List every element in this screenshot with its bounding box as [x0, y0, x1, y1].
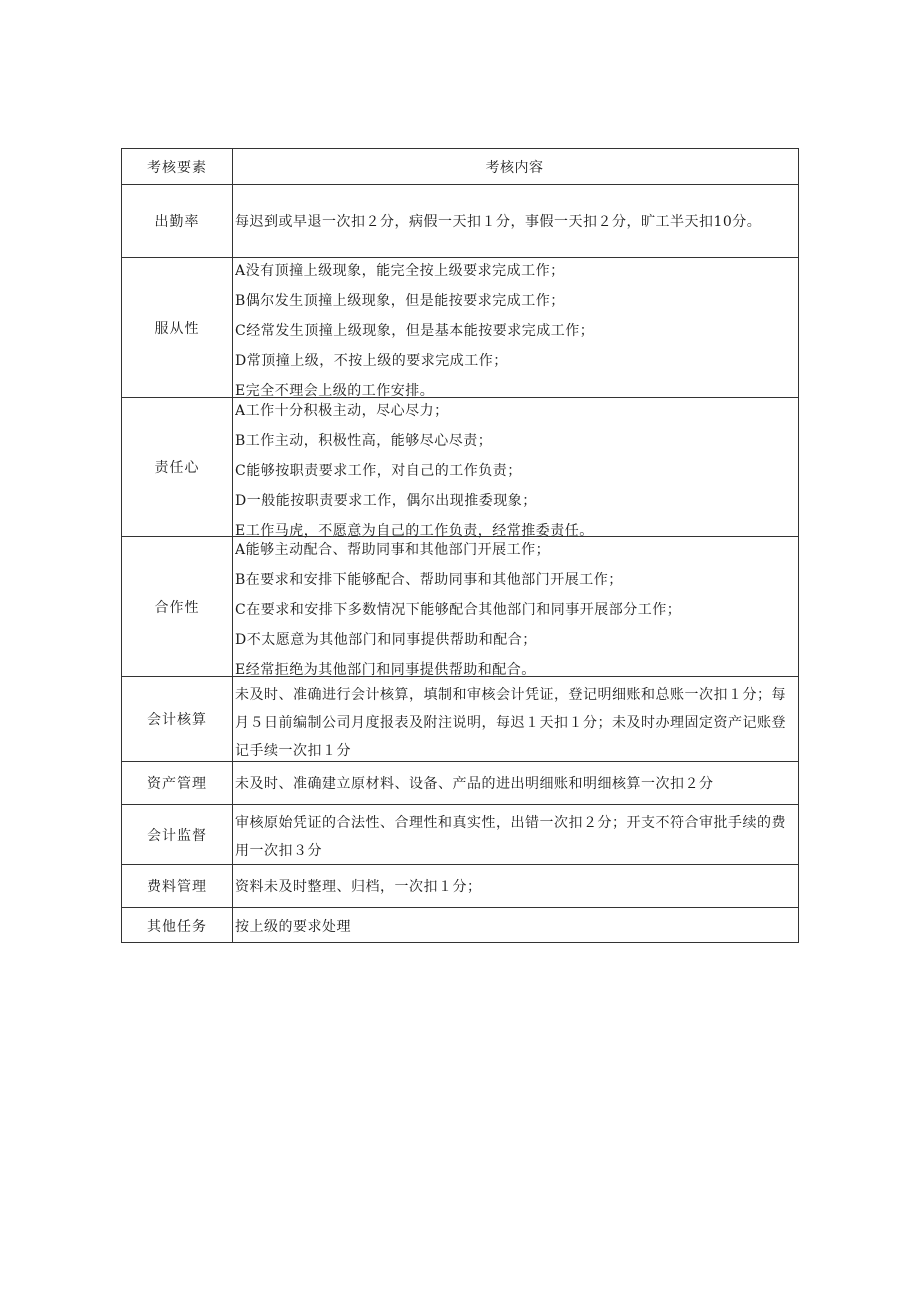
list-item: D常顶撞上级，不按上级的要求完成工作； [235, 353, 508, 369]
row-text: 资料未及时整理、归档，一次扣１分； [235, 879, 482, 895]
row-cooperation [122, 537, 798, 677]
row-content [233, 185, 798, 257]
row-label: 资产管理 [122, 762, 233, 804]
row-content [233, 865, 798, 907]
row-attendance [122, 185, 798, 258]
row-content [233, 908, 798, 943]
row-other-tasks [122, 908, 798, 943]
list-item: E经常拒绝为其他部门和同事提供帮助和配合。 [235, 662, 536, 678]
list-item: B工作主动，积极性高，能够尽心尽责； [235, 433, 493, 449]
row-obedience [122, 258, 798, 398]
header-element: 考核要素 [122, 149, 233, 184]
list-item: D一般能按职责要求工作，偶尔出现推委现象； [235, 493, 537, 509]
list-item: C能够按职责要求工作，对自己的工作负责； [235, 463, 522, 479]
row-accounting-supervision [122, 805, 798, 865]
header-content: 考核内容 [485, 159, 544, 176]
row-label: 会计核算 [122, 677, 233, 761]
row-label: 服从性 [122, 258, 233, 397]
row-content: 审核原始凭证的合法性、合理性和真实性，出错一次扣２分；开支不符合审批手续的费用一次扣３分 [235, 815, 786, 859]
list-item: B在要求和安排下能够配合、帮助同事和其他部门开展工作； [235, 572, 623, 588]
row-accounting [122, 677, 798, 762]
list-item: E工作马虎，不愿意为自己的工作负责，经常推委责任。 [235, 523, 594, 539]
table-header-row [122, 149, 798, 185]
row-text: 未及时、准确建立原材料、设备、产品的进出明细账和明细核算一次扣２分 [235, 776, 714, 792]
row-content [233, 398, 798, 539]
list-item: E完全不理会上级的工作安排。 [235, 383, 435, 399]
list-item: C在要求和安排下多数情况下能够配合其他部门和同事开展部分工作； [235, 602, 682, 618]
row-responsibility [122, 398, 798, 537]
row-label: 会计监督 [122, 805, 233, 864]
row-content [233, 258, 798, 397]
row-content [233, 762, 798, 804]
row-label: 费料管理 [122, 865, 233, 907]
row-content [233, 537, 798, 676]
row-text: 按上级的要求处理 [235, 918, 351, 935]
row-asset-management [122, 762, 798, 805]
row-label: 合作性 [122, 537, 233, 676]
row-materials-management [122, 865, 798, 908]
row-label: 出勤率 [122, 185, 233, 257]
row-text: 每迟到或早退一次扣２分，病假一天扣１分，事假一天扣２分，旷工半天扣10分。 [235, 214, 762, 230]
list-item: A工作十分积极主动，尽心尽力； [235, 403, 449, 419]
list-item: A能够主动配合、帮助同事和其他部门开展工作； [235, 542, 551, 558]
assessment-table [121, 148, 799, 943]
list-item: D不太愿意为其他部门和同事提供帮助和配合； [235, 632, 537, 648]
list-item: A没有顶撞上级现象，能完全按上级要求完成工作； [235, 263, 565, 279]
row-label: 责任心 [122, 398, 233, 536]
row-content: 未及时、准确进行会计核算，填制和审核会计凭证，登记明细账和总账一次扣１分；每月５日前编制公司月度报表及附注说明，每迟１天扣１分；未及时办理固定资产记账登记手续一次扣１分 [235, 687, 786, 759]
list-item: B偶尔发生顶撞上级现象，但是能按要求完成工作； [235, 293, 565, 309]
row-label: 其他任务 [122, 908, 233, 943]
list-item: C经常发生顶撞上级现象，但是基本能按要求完成工作； [235, 323, 595, 339]
